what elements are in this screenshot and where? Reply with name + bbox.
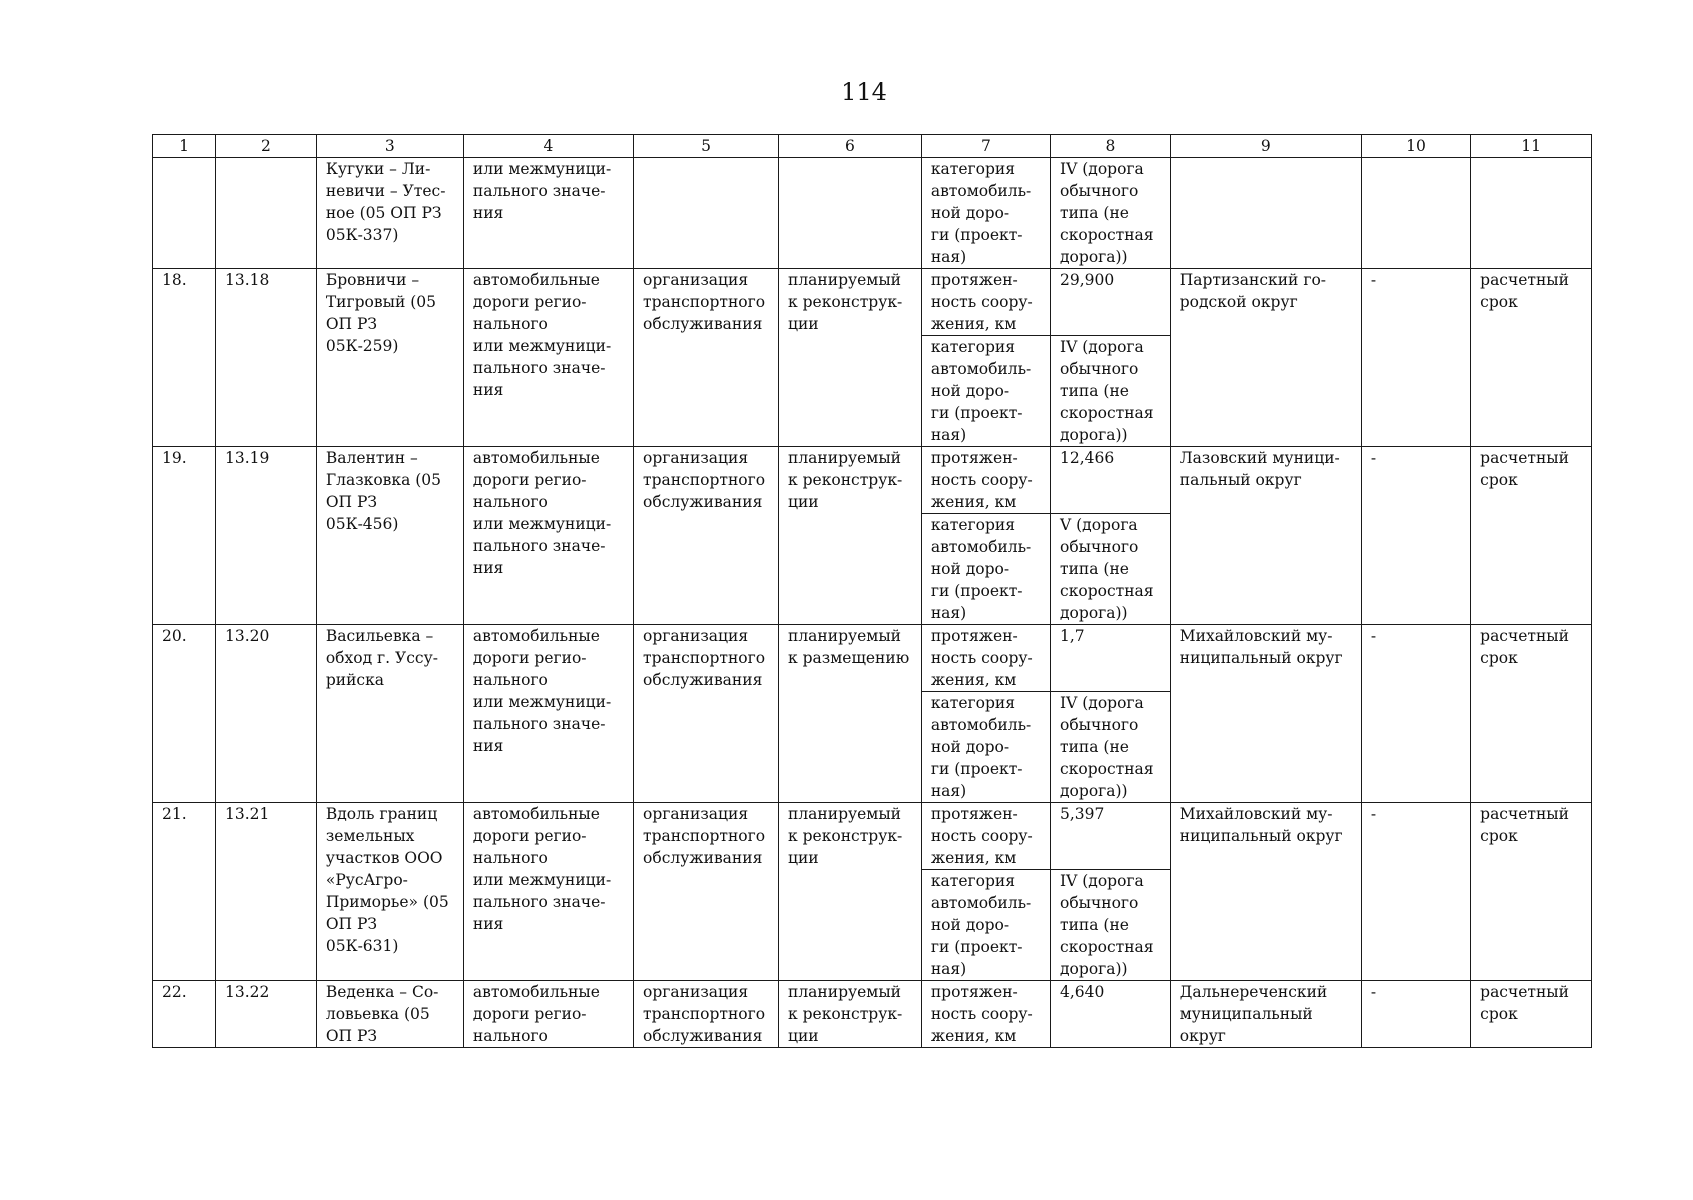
object-type-cell: автомобильные дороги регио- нального или межмуници- пального значе- ния bbox=[463, 269, 633, 447]
column-header: 2 bbox=[216, 135, 317, 158]
code-cell: 13.21 bbox=[216, 803, 317, 981]
parameter-value-cell: IV (дорога обычного типа (не скоростная дорога)) bbox=[1051, 336, 1171, 447]
parameter-name-cell: категория автомобиль- ной доро- ги (проект- ная) bbox=[921, 336, 1050, 447]
parameter-value-cell: IV (дорога обычного типа (не скоростная дорога)) bbox=[1051, 870, 1171, 981]
object-name-cell: Валентин – Глазковка (05 ОП РЗ 05К-456) bbox=[316, 447, 463, 625]
status-cell: планируемый к реконструк- ции bbox=[778, 269, 921, 447]
column-header: 9 bbox=[1170, 135, 1361, 158]
object-type-cell: автомобильные дороги регио- нального или межмуници- пального значе- ния bbox=[463, 447, 633, 625]
planning-table bbox=[152, 134, 1592, 1048]
object-name-cell: Веденка – Со- ловьевка (05 ОП РЗ bbox=[316, 981, 463, 1048]
table-row bbox=[153, 447, 1592, 514]
column-header: 8 bbox=[1051, 135, 1171, 158]
row-number-cell: 22. bbox=[153, 981, 216, 1048]
code-cell bbox=[216, 158, 317, 269]
object-name-cell: Васильевка – обход г. Уссу- рийска bbox=[316, 625, 463, 803]
parameter-value-cell: 4,640 bbox=[1051, 981, 1171, 1048]
object-type-cell: или межмуници- пального значе- ния bbox=[463, 158, 633, 269]
column-header: 10 bbox=[1361, 135, 1470, 158]
term-cell: расчетный срок bbox=[1471, 269, 1592, 447]
code-cell: 13.20 bbox=[216, 625, 317, 803]
status-cell: планируемый к размещению bbox=[778, 625, 921, 803]
parameter-value-cell: IV (дорога обычного типа (не скоростная дорога)) bbox=[1051, 692, 1171, 803]
location-cell: Дальнереченский муниципальный округ bbox=[1170, 981, 1361, 1048]
code-cell: 13.18 bbox=[216, 269, 317, 447]
parameter-value-cell: IV (дорога обычного типа (не скоростная дорога)) bbox=[1051, 158, 1171, 269]
column-10-cell: - bbox=[1361, 981, 1470, 1048]
parameter-name-cell: протяжен- ность соору- жения, км bbox=[921, 447, 1050, 514]
row-number-cell: 20. bbox=[153, 625, 216, 803]
object-name-cell: Вдоль границ земельных участков ООО «РусАгро- Приморье» (05 ОП РЗ 05К-631) bbox=[316, 803, 463, 981]
parameter-value-cell: 12,466 bbox=[1051, 447, 1171, 514]
table-row bbox=[153, 803, 1592, 870]
column-header: 7 bbox=[921, 135, 1050, 158]
parameter-value-cell: 1,7 bbox=[1051, 625, 1171, 692]
status-cell: планируемый к реконструк- ции bbox=[778, 803, 921, 981]
row-number-cell: 19. bbox=[153, 447, 216, 625]
continuation-row bbox=[153, 158, 1592, 269]
column-10-cell: - bbox=[1361, 447, 1470, 625]
row-number-cell bbox=[153, 158, 216, 269]
purpose-cell: организация транспортного обслуживания bbox=[634, 981, 779, 1048]
column-header-row bbox=[153, 135, 1592, 158]
column-header: 3 bbox=[316, 135, 463, 158]
location-cell: Партизанский го- родской округ bbox=[1170, 269, 1361, 447]
term-cell: расчетный срок bbox=[1471, 625, 1592, 803]
status-cell: планируемый к реконструк- ции bbox=[778, 981, 921, 1048]
parameter-value-cell: 5,397 bbox=[1051, 803, 1171, 870]
object-name-cell: Кугуки – Ли- невичи – Утес- ное (05 ОП РЗ 05К-337) bbox=[316, 158, 463, 269]
purpose-cell: организация транспортного обслуживания bbox=[634, 803, 779, 981]
column-header: 4 bbox=[463, 135, 633, 158]
object-type-cell: автомобильные дороги регио- нального bbox=[463, 981, 633, 1048]
term-cell bbox=[1471, 158, 1592, 269]
column-header: 1 bbox=[153, 135, 216, 158]
parameter-name-cell: протяжен- ность соору- жения, км bbox=[921, 981, 1050, 1048]
row-number-cell: 21. bbox=[153, 803, 216, 981]
purpose-cell: организация транспортного обслуживания bbox=[634, 625, 779, 803]
row-number-cell: 18. bbox=[153, 269, 216, 447]
parameter-name-cell: категория автомобиль- ной доро- ги (проект- ная) bbox=[921, 870, 1050, 981]
purpose-cell bbox=[634, 158, 779, 269]
column-10-cell: - bbox=[1361, 625, 1470, 803]
parameter-name-cell: категория автомобиль- ной доро- ги (проект- ная) bbox=[921, 158, 1050, 269]
column-header: 6 bbox=[778, 135, 921, 158]
column-10-cell: - bbox=[1361, 803, 1470, 981]
parameter-name-cell: протяжен- ность соору- жения, км bbox=[921, 625, 1050, 692]
table-row bbox=[153, 625, 1592, 692]
table-row bbox=[153, 269, 1592, 336]
object-type-cell: автомобильные дороги регио- нального или межмуници- пального значе- ния bbox=[463, 803, 633, 981]
parameter-value-cell: 29,900 bbox=[1051, 269, 1171, 336]
location-cell: Михайловский му- ниципальный округ bbox=[1170, 625, 1361, 803]
column-10-cell bbox=[1361, 158, 1470, 269]
status-cell bbox=[778, 158, 921, 269]
status-cell: планируемый к реконструк- ции bbox=[778, 447, 921, 625]
object-type-cell: автомобильные дороги регио- нального или межмуници- пального значе- ния bbox=[463, 625, 633, 803]
location-cell: Лазовский муници- пальный округ bbox=[1170, 447, 1361, 625]
purpose-cell: организация транспортного обслуживания bbox=[634, 269, 779, 447]
parameter-name-cell: протяжен- ность соору- жения, км bbox=[921, 269, 1050, 336]
parameter-value-cell: V (дорога обычного типа (не скоростная дорога)) bbox=[1051, 514, 1171, 625]
code-cell: 13.19 bbox=[216, 447, 317, 625]
parameter-name-cell: категория автомобиль- ной доро- ги (проект- ная) bbox=[921, 514, 1050, 625]
location-cell bbox=[1170, 158, 1361, 269]
column-header: 11 bbox=[1471, 135, 1592, 158]
term-cell: расчетный срок bbox=[1471, 981, 1592, 1048]
code-cell: 13.22 bbox=[216, 981, 317, 1048]
parameter-name-cell: протяжен- ность соору- жения, км bbox=[921, 803, 1050, 870]
term-cell: расчетный срок bbox=[1471, 803, 1592, 981]
column-header: 5 bbox=[634, 135, 779, 158]
parameter-name-cell: категория автомобиль- ной доро- ги (проект- ная) bbox=[921, 692, 1050, 803]
location-cell: Михайловский му- ниципальный округ bbox=[1170, 803, 1361, 981]
page-number: 114 bbox=[841, 78, 887, 106]
term-cell: расчетный срок bbox=[1471, 447, 1592, 625]
purpose-cell: организация транспортного обслуживания bbox=[634, 447, 779, 625]
object-name-cell: Бровничи – Тигровый (05 ОП РЗ 05К-259) bbox=[316, 269, 463, 447]
column-10-cell: - bbox=[1361, 269, 1470, 447]
table-row bbox=[153, 981, 1592, 1048]
